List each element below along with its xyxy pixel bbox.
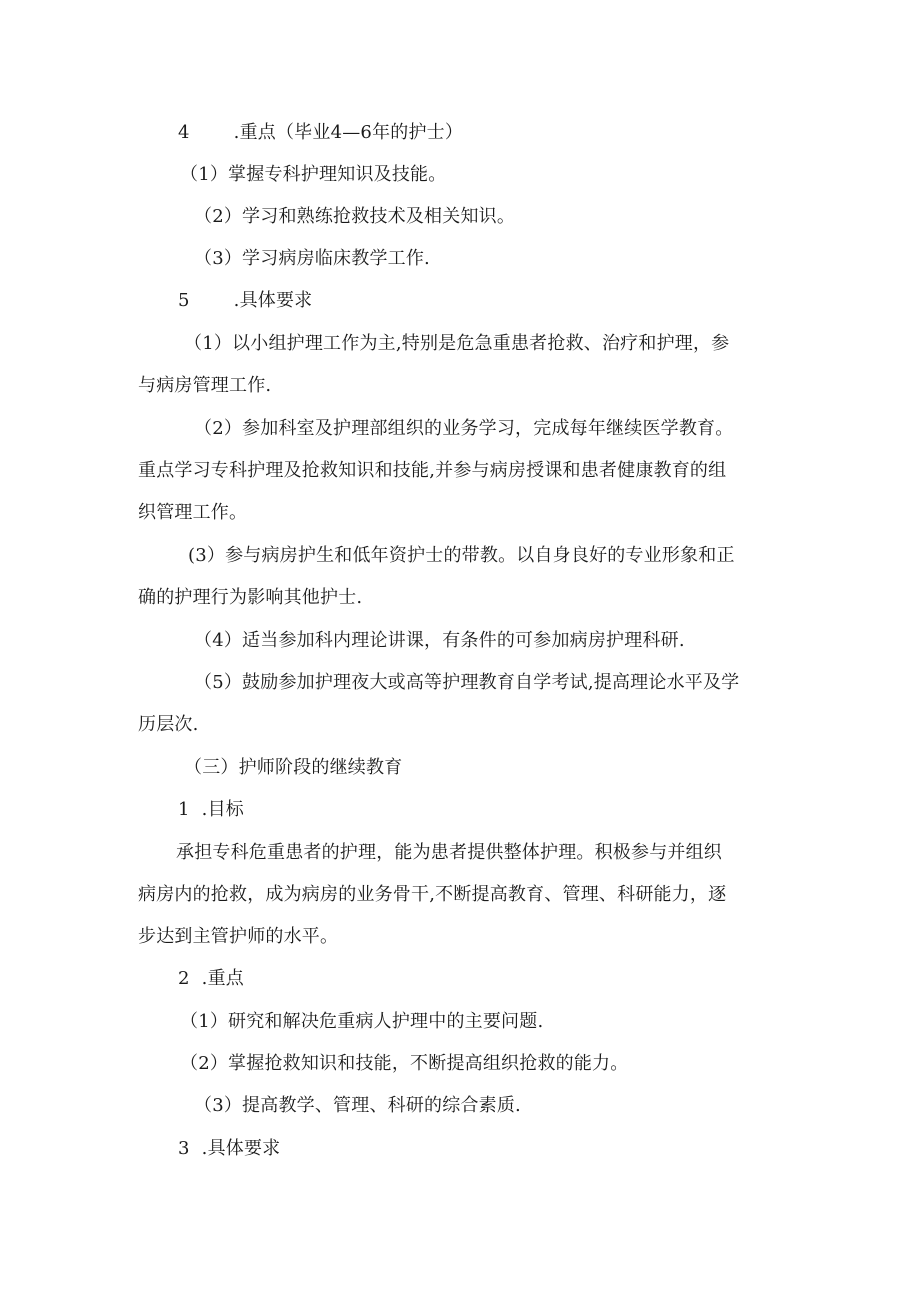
heading-1 bbox=[178, 798, 244, 822]
paragraph-line: 确的护理行为影响其他护士. bbox=[138, 587, 363, 608]
heading-3 bbox=[178, 1137, 280, 1161]
list-item: （1）研究和解决危重病人护理中的主要问题. bbox=[180, 1011, 544, 1032]
list-item: （3）提高教学、管理、科研的综合素质. bbox=[194, 1095, 521, 1116]
paragraph-line: 与病房管理工作. bbox=[138, 375, 272, 396]
list-item: （3）学习病房临床教学工作. bbox=[194, 248, 430, 269]
heading-number: 3 bbox=[178, 1138, 190, 1159]
section-heading: （三）护师阶段的继续教育 bbox=[184, 757, 403, 778]
heading-number: 4 bbox=[178, 122, 190, 143]
paragraph-line: 重点学习专科护理及抢救知识和技能,并参与病房授课和患者健康教育的组 bbox=[138, 460, 727, 481]
list-item: （2）学习和熟练抢救技术及相关知识。 bbox=[194, 206, 516, 227]
heading-text: .重点（毕业4—6年的护士） bbox=[233, 122, 464, 143]
paragraph-line: 病房内的抢救，成为病房的业务骨干,不断提高教育、管理、科研能力，逐 bbox=[138, 884, 727, 905]
heading-number: 2 bbox=[178, 968, 190, 989]
list-item: （4）适当参加科内理论讲课，有条件的可参加病房护理科研. bbox=[194, 630, 685, 651]
heading-number: 5 bbox=[178, 290, 190, 311]
paragraph-line: 步达到主管护师的水平。 bbox=[138, 926, 339, 947]
heading-number: 1 bbox=[178, 799, 190, 820]
paragraph-line: 承担专科危重患者的护理，能为患者提供整体护理。积极参与并组织 bbox=[176, 842, 722, 863]
heading-text: .具体要求 bbox=[233, 290, 313, 311]
paragraph-line: （1）以小组护理工作为主,特别是危急重患者抢救、治疗和护理，参 bbox=[184, 333, 730, 354]
heading-text: .目标 bbox=[201, 799, 244, 820]
heading-text: .具体要求 bbox=[201, 1138, 281, 1159]
paragraph-line: （5）鼓励参加护理夜大或高等护理教育自学考试,提高理论水平及学 bbox=[194, 672, 740, 693]
heading-4 bbox=[178, 121, 463, 145]
paragraph-line: 织管理工作。 bbox=[138, 502, 248, 523]
paragraph-line: 历层次. bbox=[138, 714, 199, 735]
paragraph-line: (3）参与病房护生和低年资护士的带教。以自身良好的专业形象和正 bbox=[188, 545, 735, 566]
paragraph-line: （2）参加科室及护理部组织的业务学习，完成每年继续医学教育。 bbox=[194, 418, 734, 439]
heading-5 bbox=[178, 289, 312, 313]
heading-2 bbox=[178, 967, 244, 991]
list-item: （1）掌握专科护理知识及技能。 bbox=[180, 164, 447, 185]
heading-text: .重点 bbox=[201, 968, 244, 989]
list-item: （2）掌握抢救知识和技能，不断提高组织抢救的能力。 bbox=[180, 1053, 629, 1074]
